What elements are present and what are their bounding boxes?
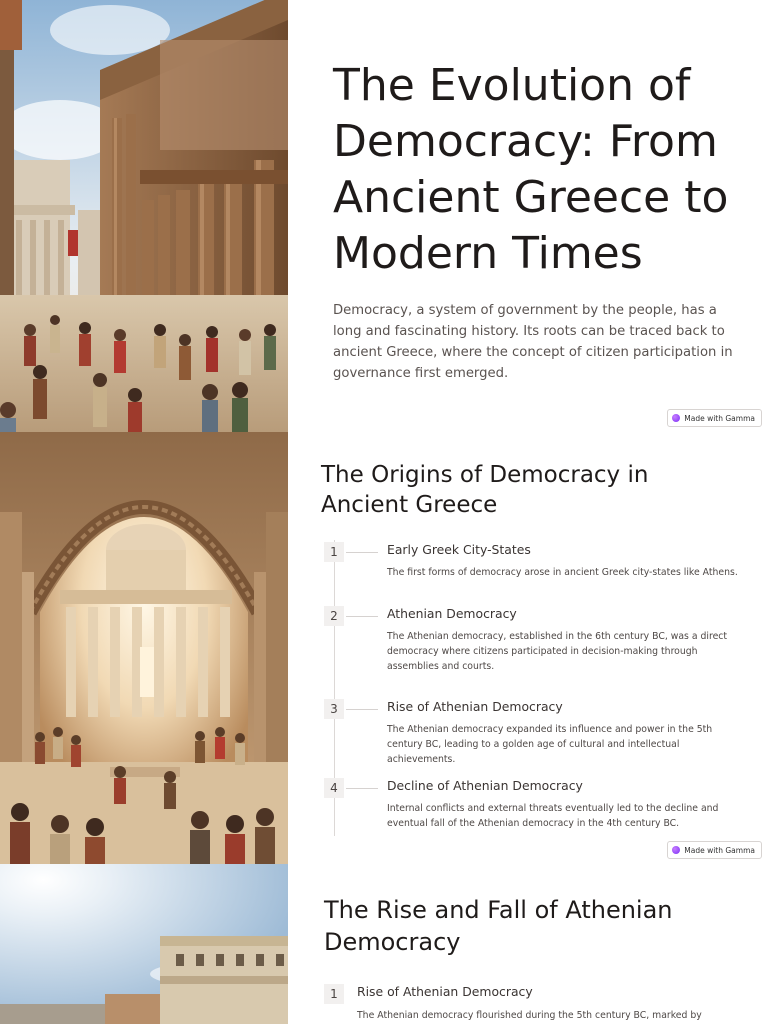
gamma-badge-label: Made with Gamma	[684, 413, 755, 423]
gamma-badge-label: Made with Gamma	[684, 845, 755, 855]
slide-rise-and-fall	[0, 864, 768, 1024]
timeline-heading: Rise of Athenian Democracy	[387, 699, 563, 714]
timeline-heading: Athenian Democracy	[387, 606, 517, 621]
timeline-number: 3	[324, 699, 344, 719]
slide2-image	[0, 432, 288, 864]
slide1-image	[0, 0, 288, 432]
timeline-heading: Early Greek City-States	[387, 542, 531, 557]
gamma-logo-icon	[672, 414, 680, 422]
page-title: The Evolution of Democracy: From Ancient Greece to Modern Times	[333, 60, 729, 279]
timeline-number: 1	[324, 984, 344, 1004]
timeline-connector	[346, 616, 378, 617]
timeline-description: The Athenian democracy expanded its influence and power in the 5th century BC, leading to a golden age of cultural and intellectual achievements.	[387, 724, 713, 765]
slide-intro	[0, 0, 768, 432]
timeline-description: The Athenian democracy flourished during the 5th century BC, marked by	[357, 1010, 702, 1021]
slide-origins	[0, 432, 768, 864]
timeline-connector	[346, 552, 378, 553]
timeline-number: 4	[324, 778, 344, 798]
timeline-number: 2	[324, 606, 344, 626]
timeline-connector	[346, 709, 378, 710]
timeline-description: Internal conflicts and external threats eventually led to the decline and eventual fall of the Athenian democracy in the 4th century BC.	[387, 803, 719, 829]
section-title-origins: The Origins of Democracy in Ancient Greece	[321, 462, 649, 518]
gamma-logo-icon	[672, 846, 680, 854]
timeline-description: The Athenian democracy, established in the 6th century BC, was a direct democracy where citizens participated in decision-making through assemblies and courts.	[387, 631, 728, 672]
made-with-gamma-badge[interactable]	[667, 409, 762, 427]
intro-paragraph: Democracy, a system of government by the people, has a long and fascinating history. Its roots can be traced back to ancient Greece, where the concept of citizen participation in governance first emerged.	[333, 303, 733, 381]
made-with-gamma-badge[interactable]	[667, 841, 762, 859]
timeline-number: 1	[324, 542, 344, 562]
timeline-connector	[346, 788, 378, 789]
slide3-image	[0, 864, 288, 1024]
timeline-heading: Rise of Athenian Democracy	[357, 984, 533, 999]
timeline-heading: Decline of Athenian Democracy	[387, 778, 583, 793]
section-title-rise-fall: The Rise and Fall of Athenian Democracy	[324, 896, 673, 956]
timeline-description: The first forms of democracy arose in ancient Greek city-states like Athens.	[387, 567, 738, 578]
